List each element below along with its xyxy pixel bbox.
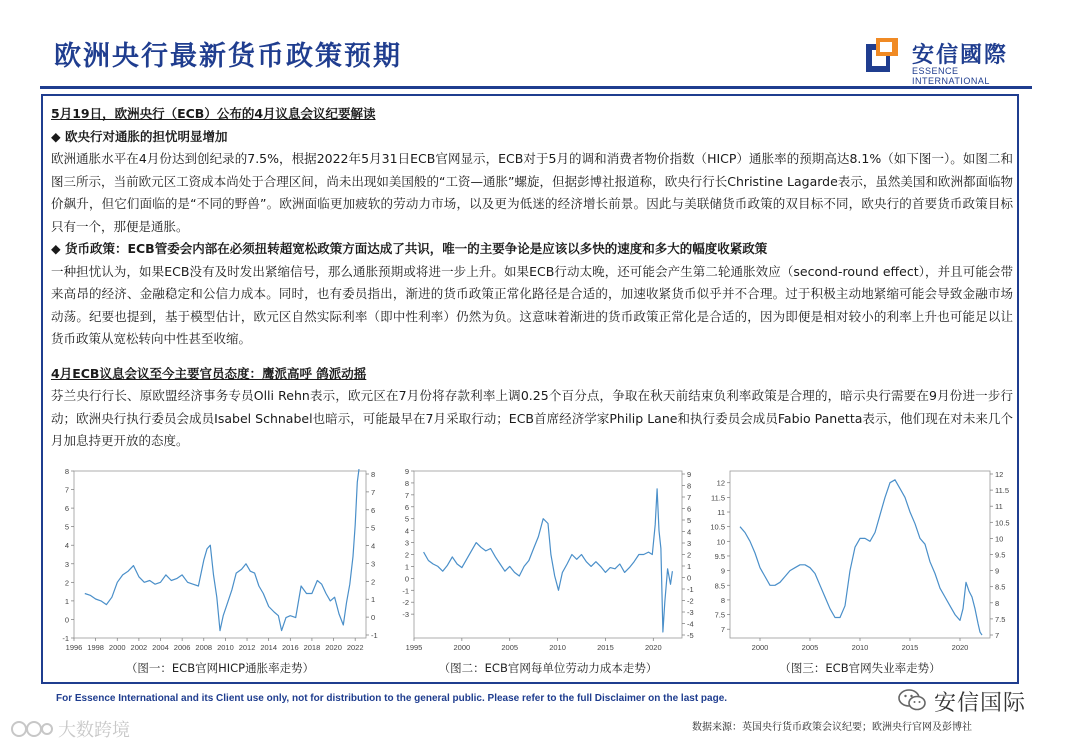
y-tick-label-right: -1 xyxy=(687,585,694,594)
x-tick-label: 2008 xyxy=(195,643,213,652)
page-title: 欧洲央行最新货币政策预期 xyxy=(54,41,402,72)
y-tick-label-left: -3 xyxy=(402,610,409,620)
y-tick-label-left: 1 xyxy=(64,596,69,606)
section1-heading: 5月19日，欧洲央行（ECB）公布的4月议息会议纪要解读 xyxy=(51,106,376,121)
chart-unemployment-caption: （图三：ECB官网失业率走势） xyxy=(779,661,941,675)
disclaimer-text: For Essence International and its Client use only, not for distribution to the general public. Please refer to the full Disclaimer on the last page. xyxy=(56,693,728,704)
y-tick-label-left: -1 xyxy=(402,586,409,596)
series-line xyxy=(85,469,359,630)
x-tick-label: 1998 xyxy=(87,643,104,652)
section1-paragraph1: 欧洲通胀水平在4月份达到创纪录的7.5%，根据2022年5月31日ECB官网显示，ECB对于5月的调和消费者物价指数（HICP）通胀率的预期高达8.1%（如下图一）。如图二和图三所示，当前欧元区工资成本尚处于合理区间，尚未出现如美国般的“工资—通胀”螺旋，但据彭博社报道称，欧央行行长Christine Lagarde表示，虽然美国和欧洲都面临物价飙升，但它们面临的是“不同的野兽”。欧洲面临更加疲软的劳动力市场，以及更为低迷的经济增长前景。因此与美联储货币政策的双目标不同，欧央行的首要货币政策目标只有一个，那便是通胀。 xyxy=(51,151,1013,234)
y-tick-label-left: 7.5 xyxy=(714,610,725,620)
y-tick-label-left: 0 xyxy=(64,615,69,625)
watermark-text: 大数跨境 xyxy=(58,720,130,741)
x-tick-label: 2022 xyxy=(346,643,364,652)
chart-hicp xyxy=(52,463,388,658)
y-tick-label-left: 8.5 xyxy=(714,581,725,591)
y-tick-label-right: 4 xyxy=(687,527,692,537)
wechat-account-name: 安信国际 xyxy=(934,691,1027,716)
plot-frame xyxy=(74,471,366,638)
y-tick-label-right: 6 xyxy=(371,505,376,515)
chart-unemployment xyxy=(708,463,1012,658)
y-tick-label-left: 2 xyxy=(404,550,409,560)
y-tick-label-right: 6 xyxy=(687,504,692,514)
x-tick-label: 2000 xyxy=(751,643,769,652)
y-tick-label-left: 1 xyxy=(404,562,409,572)
y-tick-label-right: -3 xyxy=(687,608,694,617)
y-tick-label-right: 0 xyxy=(687,573,692,583)
watermark-logo-icon xyxy=(10,720,54,738)
wechat-icon xyxy=(898,688,926,712)
y-tick-label-left: 6 xyxy=(64,504,69,514)
title-divider xyxy=(40,86,1032,89)
x-tick-label: 1996 xyxy=(65,643,83,652)
y-tick-label-right: 7 xyxy=(995,631,1000,640)
y-tick-label-right: 8 xyxy=(995,598,1000,608)
x-tick-label: 2020 xyxy=(951,643,969,652)
y-tick-label-right: 3 xyxy=(371,559,376,569)
x-tick-label: 2010 xyxy=(217,643,234,652)
y-tick-label-right: 3 xyxy=(687,539,692,548)
y-tick-label-right: 8.5 xyxy=(995,582,1006,592)
y-tick-label-left: -2 xyxy=(402,598,409,608)
x-tick-label: 2018 xyxy=(303,643,321,652)
x-tick-label: 2015 xyxy=(597,643,614,652)
y-tick-label-right: 11 xyxy=(995,502,1003,512)
y-tick-label-right: 2 xyxy=(371,577,376,587)
x-tick-label: 2004 xyxy=(152,643,169,652)
text-content xyxy=(51,103,1013,453)
x-tick-label: 1995 xyxy=(405,643,423,652)
y-tick-label-left: 4 xyxy=(64,541,69,551)
y-tick-label-left: 2 xyxy=(64,578,69,588)
x-tick-label: 2015 xyxy=(901,643,919,652)
y-tick-label-left: 3 xyxy=(64,559,69,569)
x-tick-label: 2000 xyxy=(453,643,471,652)
y-tick-label-left: 7 xyxy=(404,490,409,500)
y-tick-label-right: 7.5 xyxy=(995,614,1006,624)
y-tick-label-right: 8 xyxy=(371,470,376,479)
x-tick-label: 2010 xyxy=(851,643,869,652)
x-tick-label: 2020 xyxy=(644,643,662,652)
logo-text-en: ESSENCE INTERNATIONAL xyxy=(912,66,990,86)
section2-heading: 4月ECB议息会议至今主要官员态度：鹰派高呼 鸽派动摇 xyxy=(51,365,367,381)
section2-paragraph: 芬兰央行行长、原欧盟经济事务专员Olli Rehn表示，欧元区在7月份将存款利率上调0.25个百分点，争取在秋天前结束负利率政策是合理的，暗示央行需要在9月份进一步行动；欧洲央行执行委员会成员Isabel Schnabel也暗示，可能最早在7月采取行动；ECB首席经济学家Philip Lane和执行委员会成员Fabio Panetta表示，他们现在对未来几个月加息持更开放的态度。 xyxy=(51,388,1013,448)
watermark xyxy=(10,716,150,742)
y-tick-label-left: 8 xyxy=(64,467,69,476)
y-tick-label-left: -1 xyxy=(62,634,69,643)
y-tick-label-right: 7 xyxy=(687,493,692,502)
y-tick-label-left: 10.5 xyxy=(710,522,725,532)
y-tick-label-left: 6 xyxy=(404,502,409,512)
y-tick-label-left: 12 xyxy=(716,478,725,488)
section1-bullet1: ◆ 欧央行对通胀的担忧明显增加 xyxy=(51,128,228,144)
y-tick-label-right: 4 xyxy=(371,541,376,551)
x-tick-label: 2012 xyxy=(238,643,256,652)
y-tick-label-left: 9 xyxy=(404,467,409,476)
x-tick-label: 2016 xyxy=(281,643,299,652)
y-tick-label-right: 1 xyxy=(687,562,692,571)
x-tick-label: 2002 xyxy=(130,643,148,652)
x-tick-label: 2005 xyxy=(801,643,819,652)
y-tick-label-left: 5 xyxy=(404,514,409,524)
y-tick-label-right: 2 xyxy=(687,550,692,560)
chart-hicp-caption: （图一：ECB官网HICP通胀率走势） xyxy=(125,661,315,675)
y-tick-label-right: 1 xyxy=(371,595,376,605)
y-tick-label-right: 5 xyxy=(371,523,376,533)
chart-labor-cost-caption: （图二：ECB官网每单位劳动力成本走势） xyxy=(438,661,658,675)
logo-mark-icon xyxy=(866,38,898,72)
chart-labor-cost xyxy=(392,463,704,658)
y-tick-label-left: 0 xyxy=(404,574,409,584)
y-tick-label-right: 11.5 xyxy=(995,486,1010,496)
x-tick-label: 2014 xyxy=(260,643,278,652)
brand-logo xyxy=(866,38,1026,86)
y-tick-label-left: 11.5 xyxy=(710,493,725,503)
section1-bullet2: ◆ 货币政策：ECB管委会内部在必须扭转超宽松政策方面达成了共识，唯一的主要争论是应该以多快的速度和多大的幅度收紧政策 xyxy=(51,241,768,256)
y-tick-label-right: 0 xyxy=(371,613,376,623)
logo-text-cn: 安信國際 xyxy=(912,43,1009,68)
series-line xyxy=(424,489,673,632)
plot-frame xyxy=(730,471,990,638)
wechat-account xyxy=(898,686,1048,714)
data-source-note: 数据来源：英国央行货币政策会议纪要；欧洲央行官网及彭博社 xyxy=(692,722,972,733)
y-tick-label-right: 10 xyxy=(995,534,1004,544)
y-tick-label-left: 10 xyxy=(716,537,725,547)
y-tick-label-right: 7 xyxy=(371,487,376,497)
y-tick-label-right: 10.5 xyxy=(995,518,1010,528)
y-tick-label-left: 9.5 xyxy=(714,551,725,561)
y-tick-label-right: -1 xyxy=(371,631,378,640)
y-tick-label-right: 5 xyxy=(687,516,692,525)
y-tick-label-right: 9 xyxy=(995,566,1000,576)
x-tick-label: 2005 xyxy=(501,643,519,652)
y-tick-label-left: 8 xyxy=(404,478,409,488)
x-tick-label: 2020 xyxy=(325,643,342,652)
y-tick-label-right: 9 xyxy=(687,470,692,479)
section1-paragraph2: 一种担忧认为，如果ECB没有及时发出紧缩信号，那么通胀预期或将进一步上升。如果ECB行动太晚，还可能会产生第二轮通胀效应（second-round effect），并且可能会带来高昂的经济、金融稳定和公信力成本。同时，也有委员指出，渐进的货币政策正常化路径是合适的，加速收紧货币似乎并不合理。过于积极主动地紧缩可能会导致金融市场动荡。纪要也提到，基于模型估计，欧元区自然实际利率（即中性利率）仍然为负。这意味着渐进的货币政策正常化是合适的，因为即便是相对较小的利率上升也可能足以让货币政策从宽松转向中性甚至收缩。 xyxy=(51,263,1013,346)
y-tick-label-right: 8 xyxy=(687,481,692,491)
x-tick-label: 2010 xyxy=(549,643,566,652)
y-tick-label-right: -4 xyxy=(687,619,694,629)
y-tick-label-left: 8 xyxy=(720,595,725,605)
x-tick-label: 2006 xyxy=(173,643,191,652)
y-tick-label-left: 9 xyxy=(720,566,725,576)
y-tick-label-left: 11 xyxy=(717,508,725,518)
y-tick-label-right: -2 xyxy=(687,596,694,606)
series-line xyxy=(740,480,982,635)
y-tick-label-left: 5 xyxy=(64,522,69,532)
y-tick-label-left: 7 xyxy=(720,625,725,635)
y-tick-label-left: 3 xyxy=(404,538,409,548)
y-tick-label-right: -5 xyxy=(687,631,694,640)
y-tick-label-left: 7 xyxy=(64,485,69,495)
y-tick-label-left: 4 xyxy=(404,526,409,536)
y-tick-label-right: 12 xyxy=(995,470,1004,479)
y-tick-label-right: 9.5 xyxy=(995,550,1006,560)
x-tick-label: 2000 xyxy=(108,643,126,652)
